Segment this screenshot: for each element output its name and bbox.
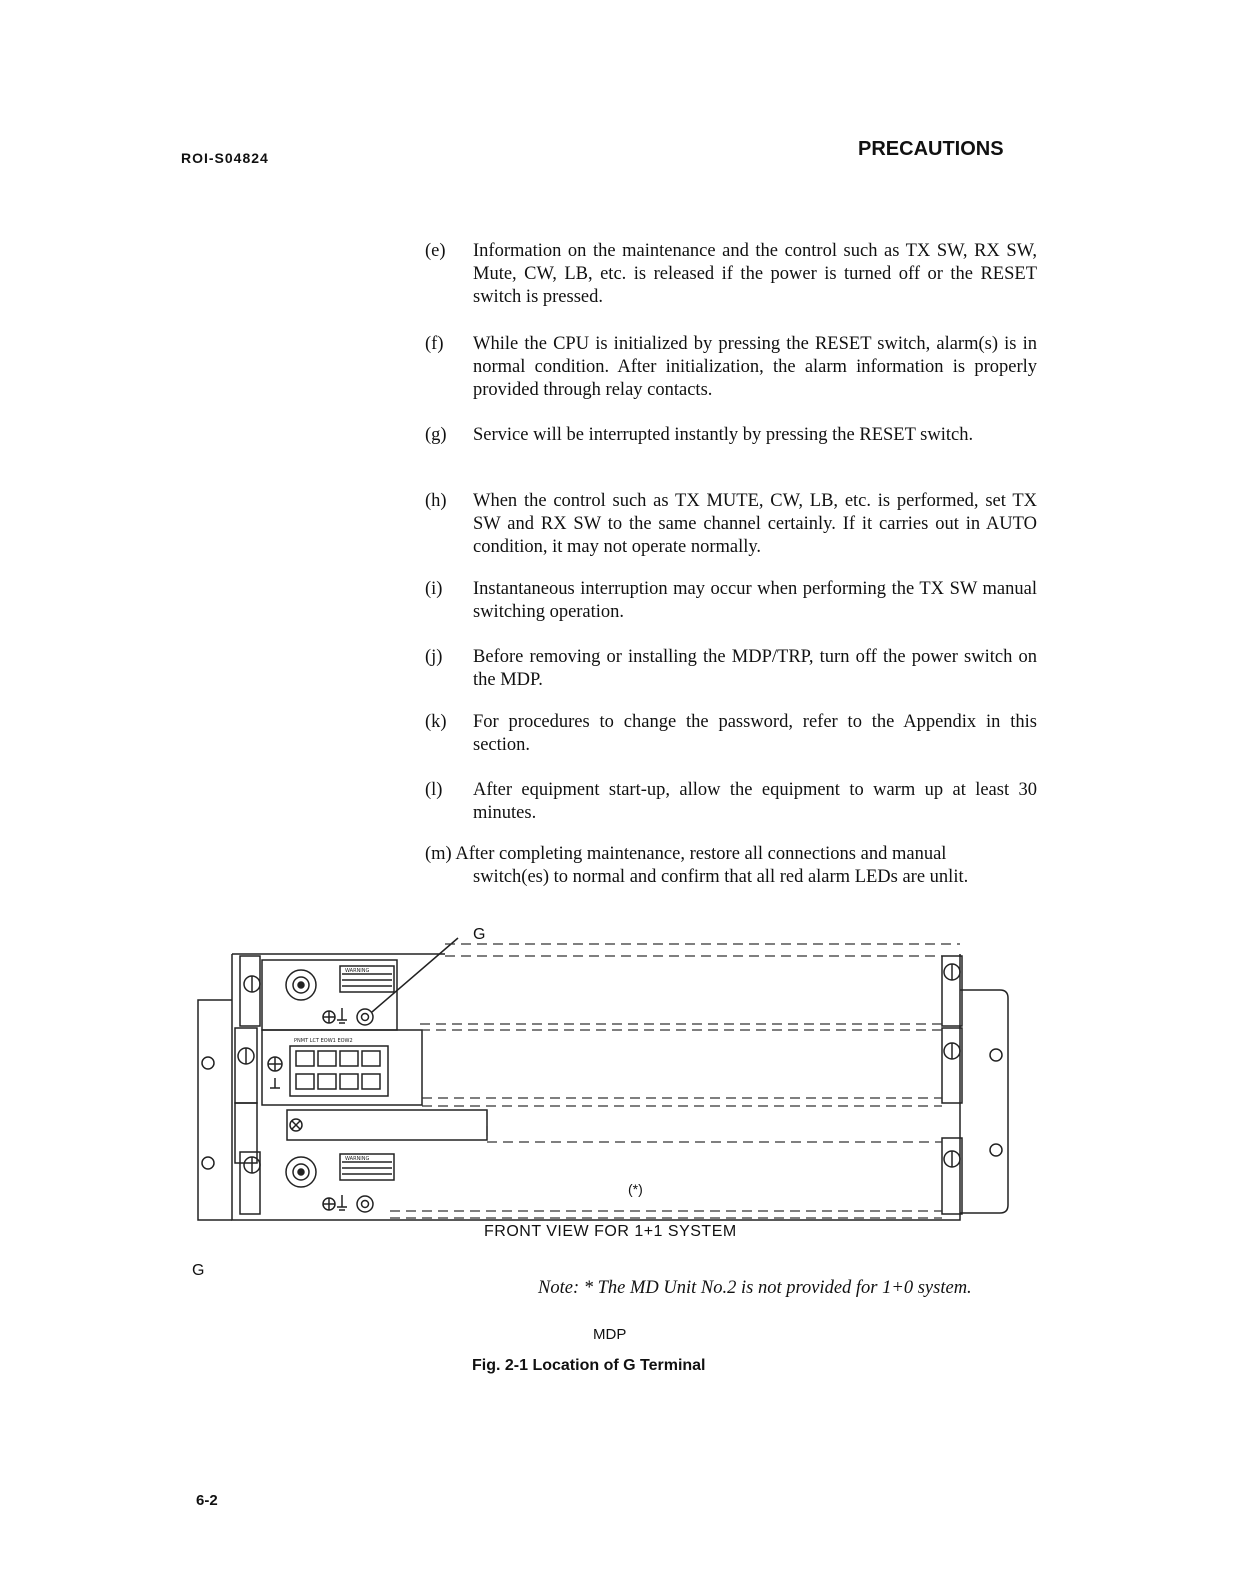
list-item [425, 779, 1037, 825]
g-terminal-icon [357, 1009, 373, 1025]
md-unit-2-marker: (*) [628, 1181, 643, 1197]
list-item [425, 843, 1037, 889]
list-item [425, 490, 1037, 559]
item-text: Before removing or installing the MDP/TRP, turn off the power switch on the MDP. [473, 647, 1037, 690]
list-item [425, 424, 1037, 447]
page-number: 6-2 [196, 1492, 218, 1509]
item-text: For procedures to change the password, refer to the Appendix in this section. [473, 712, 1037, 755]
rack-mounting-hole [990, 1144, 1002, 1156]
item-label: (e) [425, 241, 446, 261]
g-terminal-icon [357, 1196, 373, 1212]
rack-mounting-hole [202, 1057, 214, 1069]
item-label: (l) [425, 780, 443, 800]
rack-mounting-hole [202, 1157, 214, 1169]
figure-note: Note: * The MD Unit No.2 is not provided for 1+0 system. [538, 1278, 972, 1298]
item-text-continued: switch(es) to normal and confirm that all red alarm LEDs are unlit. [473, 867, 969, 887]
item-label: (k) [425, 712, 447, 732]
figure-caption: Fig. 2-1 Location of G Terminal [472, 1357, 706, 1374]
warning-label-text: WARNING [345, 968, 370, 974]
item-label: (g) [425, 425, 447, 445]
rack-mounting-hole [990, 1049, 1002, 1061]
item-text: Information on the maintenance and the control such as TX SW, RX SW, Mute, CW, LB, etc. is released if the power is turned off or the RESET switch is pressed. [473, 241, 1037, 307]
item-label: (h) [425, 491, 447, 511]
list-item [425, 646, 1037, 692]
item-text: Service will be interrupted instantly by pressing the RESET switch. [473, 425, 974, 445]
ground-symbol-icon [337, 1008, 347, 1023]
mdp-label: MDP [593, 1326, 627, 1343]
warning-label-text: WARNING [345, 1156, 370, 1162]
front-view-diagram [190, 920, 1020, 1230]
figure-view-caption: FRONT VIEW FOR 1+1 SYSTEM [484, 1223, 737, 1240]
document-id: ROI-S04824 [181, 150, 269, 166]
item-label: (i) [425, 579, 443, 599]
item-text: While the CPU is initialized by pressing the RESET switch, alarm(s) is in normal condition. After initialization, the alarm information is properly provided through relay contacts. [473, 334, 1037, 400]
list-item [425, 240, 1037, 309]
item-label: (m) [425, 844, 452, 864]
section-title: PRECAUTIONS [858, 138, 1004, 160]
list-item [425, 578, 1037, 624]
item-label: (f) [425, 334, 444, 354]
ground-symbol-icon [337, 1195, 347, 1210]
g-label-left: G [192, 1262, 205, 1279]
item-text: After completing maintenance, restore all connections and manual [455, 844, 947, 864]
item-text: When the control such as TX MUTE, CW, LB, etc. is performed, set TX SW and RX SW to the same channel certainly. If it carries out in AUTO condition, it may not operate normally. [473, 491, 1037, 557]
item-label: (j) [425, 647, 443, 667]
ground-symbol-icon [270, 1078, 280, 1088]
item-text: After equipment start-up, allow the equipment to warm up at least 30 minutes. [473, 780, 1037, 823]
list-item [425, 711, 1037, 757]
panel-port-labels: PNMT LCT EOW1 EOW2 [294, 1038, 353, 1044]
list-item [425, 333, 1037, 402]
item-text: Instantaneous interruption may occur when performing the TX SW manual switching operation. [473, 579, 1037, 622]
g-label-top: G [473, 926, 486, 943]
